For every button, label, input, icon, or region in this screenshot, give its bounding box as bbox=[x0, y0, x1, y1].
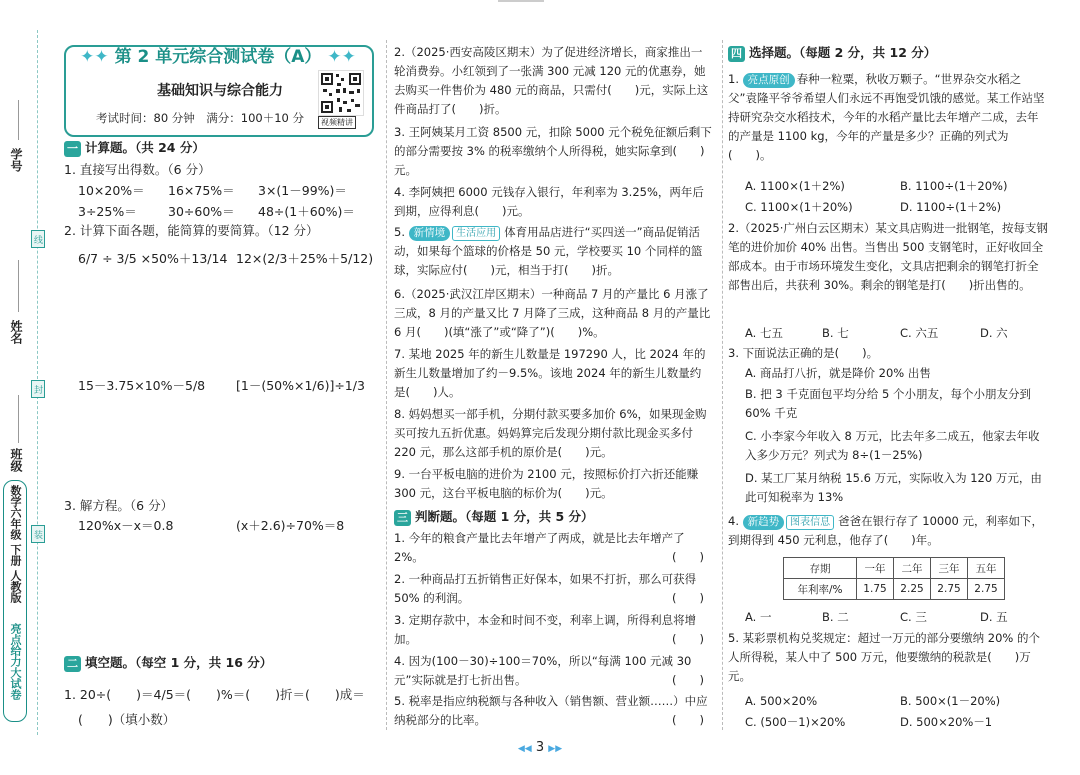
option[interactable]: A. 1100×(1＋2%) bbox=[745, 179, 845, 193]
line-mark: 线 bbox=[31, 230, 45, 248]
calc-item: 30÷60%＝ bbox=[168, 204, 235, 219]
table-header-cell: 二年 bbox=[894, 558, 931, 579]
table-header-cell: 三年 bbox=[931, 558, 968, 579]
table-header-cell: 五年 bbox=[968, 558, 1005, 579]
section-1-heading: 一 计算题。（共 24 分） bbox=[64, 138, 205, 158]
choice-q5: 5. 某彩票机构兑奖规定：超过一万元的部分要缴纳 20% 的个人所得税，某人中了 500 万元，他要缴纳的税款是( )万元。 bbox=[728, 631, 1040, 683]
calc-item: 3÷25%＝ bbox=[78, 204, 137, 219]
answer-paren[interactable]: ( ) bbox=[672, 713, 704, 727]
book-spine bbox=[3, 480, 27, 722]
fill-q3: 3. 王阿姨某月工资 8500 元，扣除 5000 元个税免征额后剩下的部分需要按 3% 的税率缴纳个人所得税，她实际拿到( )元。 bbox=[394, 125, 712, 177]
page-title: ✦✦ 第 2 单元综合测试卷（A） ✦✦ bbox=[80, 47, 356, 67]
calc-expr-a: 6/7 ÷ 3/5 ×50%＋13/14 bbox=[78, 251, 228, 266]
option[interactable]: B. 500×(1－20%) bbox=[900, 694, 1001, 708]
calc-expr-c: 15－3.75×10%－5/8 bbox=[78, 378, 206, 393]
calc-expr-b: 12×(2/3＋25%＋5/12) bbox=[236, 251, 374, 266]
option[interactable]: C. 六五 bbox=[900, 326, 939, 340]
option[interactable]: D. 某工厂某月纳税 15.6 万元，实际收入为 120 万元，由此可知税率为 13% bbox=[745, 471, 1042, 504]
option[interactable]: B. 七 bbox=[822, 326, 849, 340]
option[interactable]: C. (500－1)×20% bbox=[745, 715, 846, 729]
answer-paren[interactable]: ( ) bbox=[672, 550, 704, 564]
option[interactable]: D. 六 bbox=[980, 326, 1008, 340]
table-header-cell: 一年 bbox=[857, 558, 894, 579]
fill-q1-b: ( )（填小数） bbox=[78, 712, 176, 727]
table-cell: 2.75 bbox=[968, 579, 1005, 600]
fill-q5: 5. 新情境 生活应用 体育用品店进行“买四送一”商品促销活动，如果每个篮球的价格是 50 元，学校要买 10 个同样的篮球，实际应付( )元，相当于打( )折。 bbox=[394, 225, 703, 277]
seal-mark: 封 bbox=[31, 380, 45, 398]
prev-arrows-icon: ◀◀ bbox=[517, 744, 532, 754]
option[interactable]: A. 七五 bbox=[745, 326, 783, 340]
answer-paren[interactable]: ( ) bbox=[672, 591, 704, 605]
column-divider bbox=[386, 40, 387, 730]
spine-brand: 亮点给力大试卷 bbox=[9, 623, 22, 700]
student-id-line bbox=[18, 100, 20, 140]
fill-q2: 2.（2025·西安高陵区期末）为了促进经济增长，商家推出一轮消费券。小红领到了一张满 300 元减 120 元的优惠券，她去购买一件售价为 480 元的商品，只需付( )元，实际上这件商品打了( )折。 bbox=[394, 45, 709, 116]
fill-q4: 4. 李阿姨把 6000 元钱存入银行，年利率为 3.25%，两年后到期，应得利息( )元。 bbox=[394, 185, 704, 218]
option[interactable]: C. 小李家今年收入 8 万元，比去年多二成五，他家去年收入多少万元？列式为 8÷(1－25%) bbox=[745, 429, 1040, 462]
calc-item: 48÷(1＋60%)＝ bbox=[258, 204, 355, 219]
rate-table bbox=[783, 557, 1005, 600]
choice-q1: 1. 亮点原创 春种一粒粟，秋收万颗子。“世界杂交水稻之父”袁隆平爷爷希望人们永远不再饱受饥饿的感觉。某工作站坚持研究杂交水稻技术，今年的水稻产量比去年增产二成，去年的产量是 1100 kg，今年的产量是多少？正确的列式为( )。 bbox=[728, 72, 1045, 162]
spine-subject: 数学六年级 下册 人教版 bbox=[9, 485, 22, 603]
calc-item: 16×75%＝ bbox=[168, 183, 235, 198]
next-arrows-icon: ▶▶ bbox=[548, 744, 563, 754]
choice-q4: 4. 新趋势 图表信息 爸爸在银行存了 10000 元，利率如下，到期得到 450 元利息，他存了( )年。 bbox=[728, 514, 1044, 547]
fill-q8: 8. 妈妈想买一部手机，分期付款买要多加价 6%，如果现金购买可按九五折优惠。妈妈算完后发现分期付款比现金买多付 220 元，那么这部手机的原价是( )元。 bbox=[394, 407, 707, 459]
fill-q6: 6.（2025·武汉江岸区期末）一种商品 7 月的产量比 6 月涨了三成，8 月的产量又比 7 月降了三成，这种商品 8 月的产量比 6 月( )(填“涨了”或“降了”)( )%。 bbox=[394, 287, 711, 339]
option[interactable]: C. 1100×(1＋20%) bbox=[745, 200, 853, 214]
judge-q4: 4. 因为(100－30)÷100＝70%，所以“每满 100 元减 30 元”实际就是打七折出售。 bbox=[394, 654, 692, 687]
top-rule bbox=[498, 0, 544, 2]
section-4-heading: 四 选择题。（每题 2 分，共 12 分） bbox=[728, 43, 936, 63]
q2-text: 2. 计算下面各题，能简算的要简算。（12 分） bbox=[64, 223, 319, 238]
section-3-heading: 三 判断题。（每题 1 分，共 5 分） bbox=[394, 507, 594, 527]
fill-q7: 7. 某地 2025 年的新生儿数量是 197290 人，比 2024 年的新生儿数量增加了约－9.5%。该地 2024 年的新生儿数量约是( )人。 bbox=[394, 347, 706, 399]
equation-b: (x＋2.6)÷70%＝8 bbox=[236, 518, 345, 533]
judge-q5: 5. 税率是指应纳税额与各种收入（销售额、营业额……）中应纳税部分的比率。 bbox=[394, 694, 708, 727]
q1-text: 1. 直接写出得数。（6 分） bbox=[64, 162, 211, 177]
table-cell: 2.75 bbox=[931, 579, 968, 600]
table-cell: 年利率/% bbox=[784, 579, 857, 600]
calc-item: 3×(1－99%)＝ bbox=[258, 183, 347, 198]
calc-item: 10×20%＝ bbox=[78, 183, 145, 198]
exam-time: 考试时间：80 分钟 满分：100＋10 分 bbox=[96, 111, 305, 125]
page-number bbox=[500, 740, 580, 755]
equation-a: 120%x－x＝0.8 bbox=[78, 518, 174, 533]
table-cell: 2.25 bbox=[894, 579, 931, 600]
option[interactable]: C. 三 bbox=[900, 610, 927, 624]
student-id-label: 学号 bbox=[9, 148, 23, 172]
qr-code[interactable] bbox=[318, 70, 364, 116]
choice-q3: 3. 下面说法正确的是( )。 bbox=[728, 346, 879, 360]
table-header-cell: 存期 bbox=[784, 558, 857, 579]
option[interactable]: A. 500×20% bbox=[745, 694, 818, 708]
judge-q2: 2. 一种商品打五折销售正好保本，如果不打折，那么可获得 50% 的利润。 bbox=[394, 572, 697, 605]
fill-q1: 1. 20÷( )＝4/5＝( )%＝( )折＝( )成＝ bbox=[64, 687, 365, 702]
option[interactable]: D. 500×20%－1 bbox=[900, 715, 993, 729]
q3-text: 3. 解方程。（6 分） bbox=[64, 498, 174, 513]
option[interactable]: A. 商品打八折，就是降价 20% 出售 bbox=[745, 366, 931, 380]
name-line bbox=[18, 260, 20, 312]
bind-mark: 装 bbox=[31, 525, 45, 543]
name-label: 姓名 bbox=[9, 320, 23, 344]
option[interactable]: B. 1100÷(1＋20%) bbox=[900, 179, 1008, 193]
option[interactable]: B. 二 bbox=[822, 610, 849, 624]
answer-paren[interactable]: ( ) bbox=[672, 632, 704, 646]
answer-paren[interactable]: ( ) bbox=[672, 673, 704, 687]
option[interactable]: B. 把 3 千克面包平均分给 5 个小朋友，每个小朋友分到 60% 千克 bbox=[745, 387, 1031, 420]
table-cell: 1.75 bbox=[857, 579, 894, 600]
page-subtitle: 基础知识与综合能力 bbox=[157, 83, 283, 99]
choice-q2: 2.（2025·广州白云区期末）某文具店购进一批钢笔，按每支钢笔的进价加价 40% 出售。当售出 500 支钢笔时，正好收回全部成本。由于市场环境发生变化，文具店把剩余的钢笔打折全部售出后，共获利 30%。剩余的钢笔是打( )折出售的。 bbox=[728, 221, 1048, 292]
calc-expr-d: [1－(50%×1/6)]÷1/3 bbox=[236, 378, 365, 393]
class-line bbox=[18, 395, 20, 443]
column-divider bbox=[722, 40, 723, 730]
option[interactable]: A. 一 bbox=[745, 610, 772, 624]
qr-caption: 视频精讲 bbox=[318, 116, 356, 129]
fill-q9: 9. 一台平板电脑的进价为 2100 元，按照标价打六折还能赚 300 元，这台平板电脑的标价为( )元。 bbox=[394, 467, 699, 500]
option[interactable]: D. 五 bbox=[980, 610, 1008, 624]
binding-gutter bbox=[0, 0, 58, 775]
section-2-heading: 二 填空题。（每空 1 分，共 16 分） bbox=[64, 653, 272, 673]
class-label: 班级 bbox=[9, 448, 23, 472]
judge-q3: 3. 定期存款中，本金和时间不变，利率上调，所得利息将增加。 bbox=[394, 613, 697, 646]
option[interactable]: D. 1100÷(1＋2%) bbox=[900, 200, 1002, 214]
page-number-value: 3 bbox=[535, 740, 545, 755]
judge-q1: 1. 今年的粮食产量比去年增产了两成，就是比去年增产了 2%。 bbox=[394, 531, 685, 564]
